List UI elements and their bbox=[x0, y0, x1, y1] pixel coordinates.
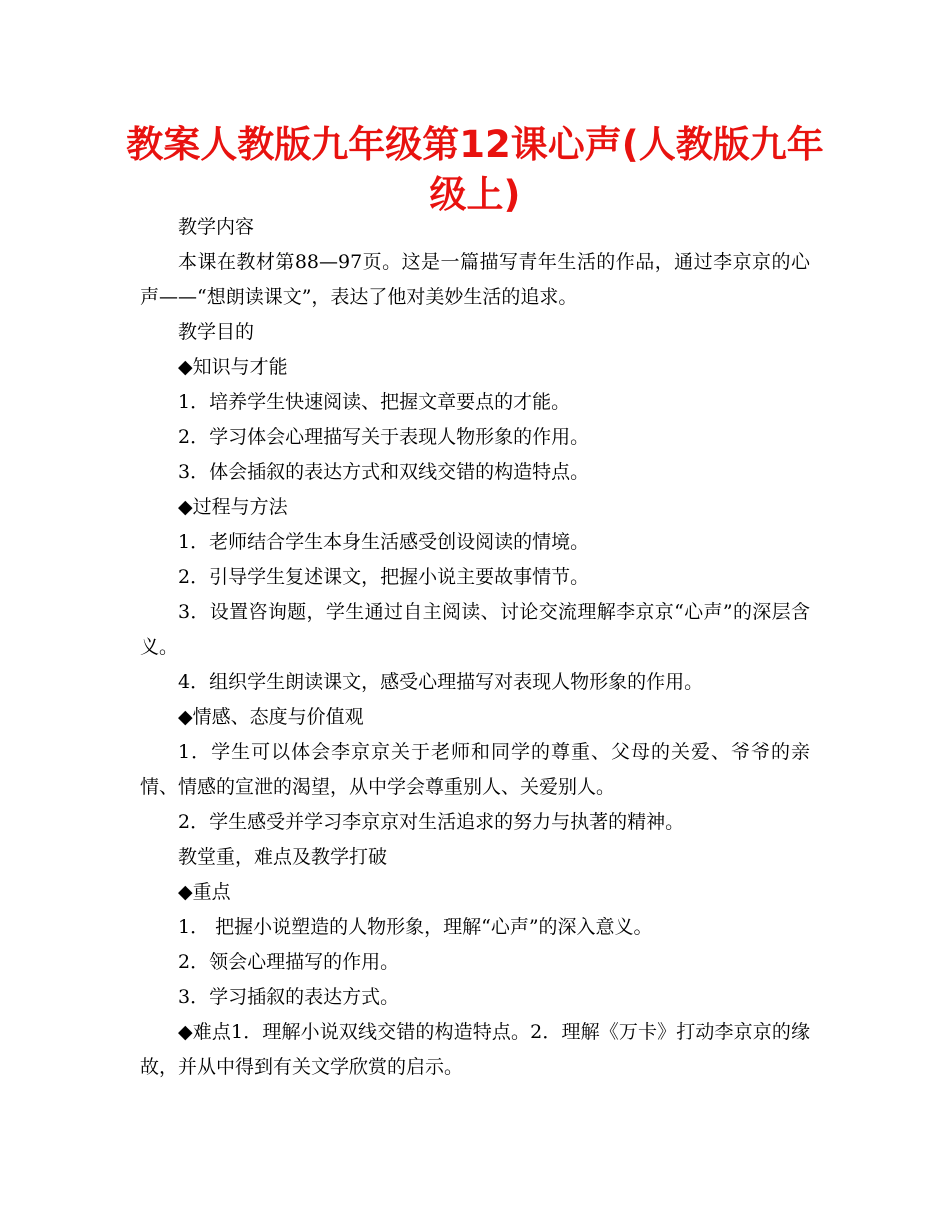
document-title: 教案人教版九年级第12课心声(人教版九年级上) bbox=[126, 123, 824, 216]
list-item: 2．学习体会心理描写关于表现人物形象的作用。 bbox=[178, 426, 590, 448]
paragraph: 教学目的 bbox=[178, 321, 255, 343]
section-heading: ◆过程与方法 bbox=[178, 496, 288, 518]
list-item: 3．体会插叙的表达方式和双线交错的构造特点。 bbox=[178, 461, 590, 483]
section-heading: ◆重点 bbox=[178, 881, 231, 903]
paragraph: ◆难点1．理解小说双线交错的构造特点。2．理解《万卡》打动李京京的缘故，并从中得到有关文学欣赏的启示。 bbox=[140, 1021, 810, 1078]
section-heading: ◆情感、态度与价值观 bbox=[178, 706, 364, 728]
list-item: 3．设置咨询题，学生通过自主阅读、讨论交流理解李京京“心声”的深层含义。 bbox=[140, 601, 810, 658]
document-body bbox=[140, 210, 810, 1085]
paragraph: 教堂重，难点及教学打破 bbox=[178, 846, 388, 868]
list-item: 3．学习插叙的表达方式。 bbox=[178, 986, 400, 1008]
list-item: 1． 把握小说塑造的人物形象，理解“心声”的深入意义。 bbox=[178, 916, 653, 938]
list-item: 2．引导学生复述课文，把握小说主要故事情节。 bbox=[178, 566, 590, 588]
section-heading: ◆知识与才能 bbox=[178, 356, 288, 378]
paragraph: 教学内容 bbox=[178, 216, 255, 238]
paragraph: 本课在教材第88—97页。这是一篇描写青年生活的作品，通过李京京的心声——“想朗读课文”，表达了他对美妙生活的追求。 bbox=[140, 251, 810, 308]
list-item: 1．培养学生快速阅读、把握文章要点的才能。 bbox=[178, 391, 571, 413]
list-item: 1．老师结合学生本身生活感受创设阅读的情境。 bbox=[178, 531, 590, 553]
list-item: 2．学生感受并学习李京京对生活追求的努力与执著的精神。 bbox=[178, 811, 685, 833]
list-item: 2．领会心理描写的作用。 bbox=[178, 951, 400, 973]
list-item: 1．学生可以体会李京京关于老师和同学的尊重、父母的关爱、爷爷的亲情、情感的宣泄的渴望，从中学会尊重别人、关爱别人。 bbox=[140, 741, 810, 798]
list-item: 4．组织学生朗读课文，感受心理描写对表现人物形象的作用。 bbox=[178, 671, 704, 693]
